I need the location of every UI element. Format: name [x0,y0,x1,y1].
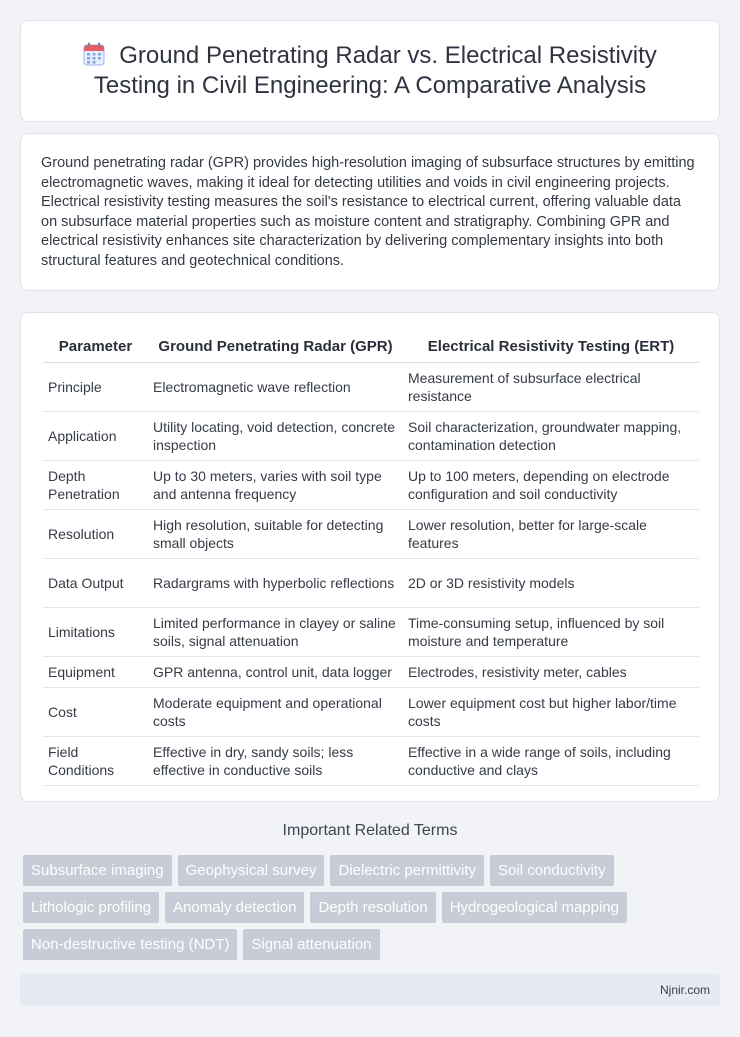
row-parameter: Cost [43,688,148,737]
footer [20,974,720,1006]
table-row [43,737,699,786]
row-parameter: Field Conditions [43,737,148,786]
row-ert: Soil characterization, groundwater mapping, contamination detection [403,412,699,461]
row-ert: Measurement of subsurface electrical resistance [403,363,699,412]
tag-signal-attenuation[interactable]: Signal attenuation [243,929,379,960]
header-ert: Electrical Resistivity Testing (ERT) [403,331,699,363]
table-row [43,559,699,608]
tag-lithologic-profiling[interactable]: Lithologic profiling [23,892,159,923]
row-gpr: Effective in dry, sandy soils; less effective in conductive soils [148,737,403,786]
related-terms-title: Important Related Terms [282,822,458,839]
row-gpr: Radargrams with hyperbolic reflections [148,559,403,608]
tag-soil-conductivity[interactable]: Soil conductivity [490,855,614,886]
row-gpr: High resolution, suitable for detecting small objects [148,510,403,559]
row-ert: 2D or 3D resistivity models [403,559,699,608]
row-ert: Electrodes, resistivity meter, cables [403,657,699,688]
row-gpr: GPR antenna, control unit, data logger [148,657,403,688]
tag-depth-resolution[interactable]: Depth resolution [310,892,435,923]
tag-subsurface-imaging[interactable]: Subsurface imaging [23,855,172,886]
comparison-table-card [20,312,720,802]
table-row [43,461,699,510]
comparison-table [43,331,699,786]
row-gpr: Up to 30 meters, varies with soil type and antenna frequency [148,461,403,510]
row-parameter: Resolution [43,510,148,559]
table-row [43,510,699,559]
row-parameter: Principle [43,363,148,412]
row-ert: Time-consuming setup, influenced by soil moisture and temperature [403,608,699,657]
page-title: Ground Penetrating Radar vs. Electrical Resistivity Testing in Civil Engineering: A Comparative Analysis [93,42,657,99]
row-parameter: Depth Penetration [43,461,148,510]
tag-hydrogeological-mapping[interactable]: Hydrogeological mapping [442,892,627,923]
table-row [43,688,699,737]
tag-anomaly-detection[interactable]: Anomaly detection [165,892,304,923]
table-row [43,363,699,412]
summary-text: Ground penetrating radar (GPR) provides high-resolution imaging of subsurface structures by emitting electromagnetic waves, making it ideal for detecting utilities and voids in civil engineering projects. Electrical resistivity testing measures the soil's resistance to electrical current, offering valuable data on subsurface material properties such as moisture content and stratigraphy. Combining GPR and electrical resistivity enhances site characterization by delivering complementary insights into both structural features and geotechnical conditions. [41,155,695,269]
footer-site-link[interactable]: Njnir.com [659,983,710,997]
row-gpr: Moderate equipment and operational costs [148,688,403,737]
header-gpr: Ground Penetrating Radar (GPR) [148,331,403,363]
related-terms-list [23,855,723,966]
tag-dielectric-permittivity[interactable]: Dielectric permittivity [330,855,484,886]
row-ert: Effective in a wide range of soils, including conductive and clays [403,737,699,786]
table-row [43,608,699,657]
row-parameter: Application [43,412,148,461]
title-card [20,20,720,122]
table-header-row [43,331,699,363]
tag-geophysical-survey[interactable]: Geophysical survey [178,855,325,886]
calendar-icon [83,42,105,66]
row-gpr: Utility locating, void detection, concrete inspection [148,412,403,461]
table-row [43,412,699,461]
table-row [43,657,699,688]
row-ert: Lower resolution, better for large-scale features [403,510,699,559]
row-ert: Lower equipment cost but higher labor/time costs [403,688,699,737]
header-parameter: Parameter [43,331,148,363]
row-gpr: Limited performance in clayey or saline soils, signal attenuation [148,608,403,657]
row-parameter: Equipment [43,657,148,688]
row-parameter: Data Output [43,559,148,608]
row-gpr: Electromagnetic wave reflection [148,363,403,412]
tag-non-destructive-testing[interactable]: Non-destructive testing (NDT) [23,929,237,960]
title-wrap [21,41,719,101]
row-parameter: Limitations [43,608,148,657]
row-ert: Up to 100 meters, depending on electrode configuration and soil conductivity [403,461,699,510]
summary-card [20,133,720,291]
